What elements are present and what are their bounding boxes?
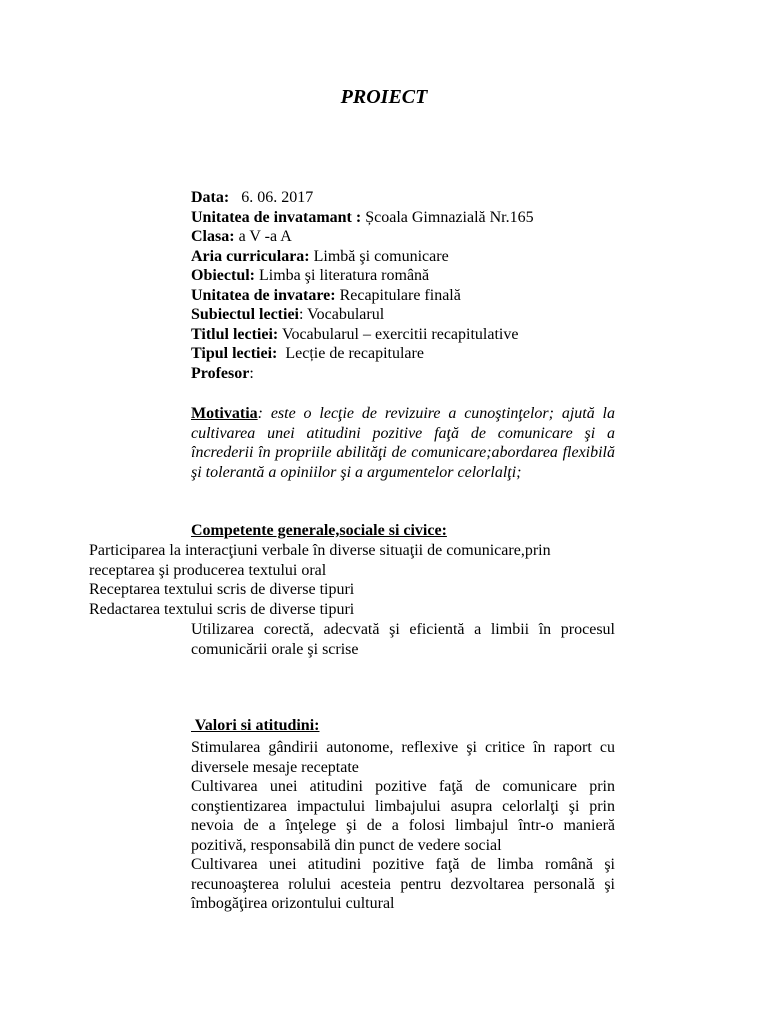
info-row-lesson-subject [191,305,631,325]
info-label: Subiectul lectiei [191,306,299,323]
values-list [191,738,615,914]
info-row-school [191,208,631,228]
info-label: Unitatea de invatare: [191,286,336,304]
list-item: Utilizarea corectă, adecvată şi eficientă a limbii în procesul comunicării orale şi scrise [191,621,615,658]
list-item: Cultivarea unei atitudini pozitive faţă de limba română şi recunoaşterea rolului acesteia pentru dezvoltarea personală şi îmbogăţirea orizontului cultural [191,856,615,912]
info-value: : [249,364,254,382]
info-row-lesson-type [191,344,631,364]
info-value: a V -a A [234,228,292,245]
motivation-label: Motivatia [191,405,258,422]
list-item: Participarea la interacţiuni verbale în diverse situaţii de comunicare,prin receptarea şi producerea textului oral [89,542,551,579]
list-item: Receptarea textului scris de diverse tipuri [89,581,355,598]
info-label: Obiectul: [191,267,255,284]
info-row-learning-unit [191,286,631,306]
info-label: Aria curriculara: [191,247,310,265]
info-value: Limba şi literatura română [255,267,430,284]
info-value: Lecție de recapitulare [277,345,424,362]
info-row-teacher [191,364,631,384]
info-row-lesson-title [191,325,631,345]
competences-heading: Competente generale,sociale si civice: [191,522,447,539]
info-label: Titlul lectiei: [191,325,279,343]
page-title: PROIECT [340,86,428,108]
info-label: Clasa: [191,228,235,245]
info-value: Vocabularul – exercitii recapitulative [278,325,519,343]
info-row-subject [191,266,631,286]
info-label: Tipul lectiei: [191,345,278,362]
info-value: Limbă şi comunicare [309,247,449,265]
info-value: : Vocabularul [298,306,385,323]
list-item: Stimularea gândirii autonome, reflexive şi critice în raport cu diversele mesaje receptate [191,739,615,776]
competences-list [89,541,619,619]
info-value: Școala Gimnazială Nr.165 [361,208,534,226]
motivation-text: : este o lecţie de revizuire a cunoştinţelor; ajută la cultivarea unei atitudini pozitive faţă de comunicare şi a încrederii în propriile abilităţi de comunicare;abordarea flexibilă şi tolerantă a opiniilor şi a argumentelor celorlalţi; [191,405,615,481]
info-value: Recapitulare finală [335,286,461,304]
info-row-class [191,227,631,247]
info-label: Data: [191,189,230,206]
lesson-info [191,188,631,383]
motivation-paragraph [191,404,615,482]
values-heading: Valori si atitudini: [191,717,320,734]
info-row-curricular-area [191,247,631,267]
info-label: Unitatea de invatamant : [191,208,362,226]
info-value: 6. 06. 2017 [229,189,314,206]
info-label: Profesor [191,364,250,382]
list-item: Redactarea textului scris de diverse tipuri [89,600,355,618]
list-item: Cultivarea unei atitudini pozitive faţă de comunicare prin conştientizarea impactului limbajului asupra celorlalţi şi prin nevoia de a înţelege şi de a folosi limbajul într-o manieră pozitivă, responsabilă din punct de vedere social [191,778,615,854]
info-row-date [191,188,631,208]
